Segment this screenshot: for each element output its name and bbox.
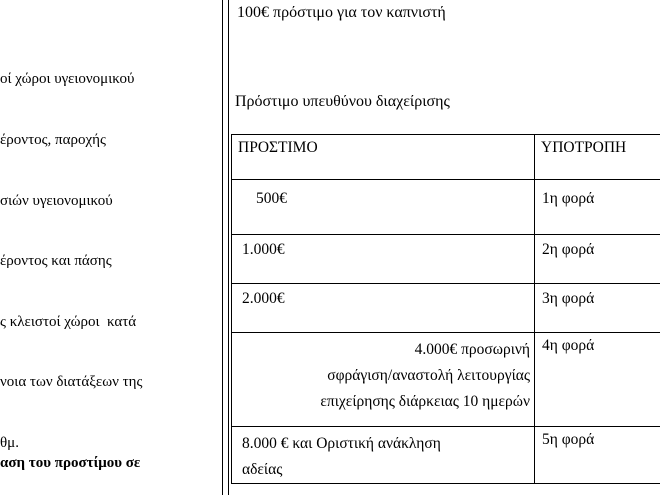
recurrence-count: 5η φορά [535, 427, 660, 484]
recurrence-count: 2η φορά [535, 235, 660, 284]
recurrence-count: 3η φορά [535, 284, 660, 333]
recurrence-count: 4η φορά [535, 333, 660, 427]
bold-line: αση του προστίμου σε [0, 455, 141, 471]
text-line: σιών υγειονομικού [0, 192, 113, 209]
header-recurrence: ΥΠΟΤΡΟΠΗ [535, 135, 660, 180]
left-column [0, 0, 222, 495]
fine-amount: 1.000€ [232, 235, 535, 284]
smoker-fine-text: 100€ πρόστιμο για τον καπνιστή [237, 4, 446, 21]
manager-fine-title: Πρόστιμο υπευθύνου διαχείρισης [235, 93, 450, 110]
fine-amount [232, 180, 535, 235]
recurrence-note [0, 405, 140, 495]
fine-amount: 2.000€ [232, 284, 535, 333]
text-line: ς κλειστοί χώροι κατά [0, 313, 137, 330]
text-line: θμ. [0, 435, 19, 452]
fines-table [231, 134, 660, 484]
header-fine: ΠΡΟΣΤΙΜΟ [232, 135, 535, 180]
table-row [232, 333, 660, 427]
table-row [232, 427, 660, 484]
text-line: έροντος, παροχής [0, 132, 106, 149]
fine-amount: 8.000 € και Οριστική ανάκληση αδείας [232, 427, 535, 484]
fine-amount-text: 500€ [256, 190, 287, 207]
recurrence-count: 1η φορά [535, 180, 660, 235]
table-row [232, 235, 660, 284]
table-row [232, 284, 660, 333]
table-row [232, 180, 660, 235]
fine-amount: 4.000€ προσωρινή σφράγιση/αναστολή λειτουργίας επιχείρησης διάρκειας 10 ημερών [232, 333, 535, 427]
column-divider-left [222, 0, 223, 495]
text-line: έροντος και πάσης [0, 253, 112, 270]
text-line: νοια των διατάξεων της [0, 374, 143, 391]
table-header-row [232, 135, 660, 180]
text-line: οί χώροι υγειονομικού [0, 71, 135, 88]
column-divider-right [228, 0, 229, 495]
